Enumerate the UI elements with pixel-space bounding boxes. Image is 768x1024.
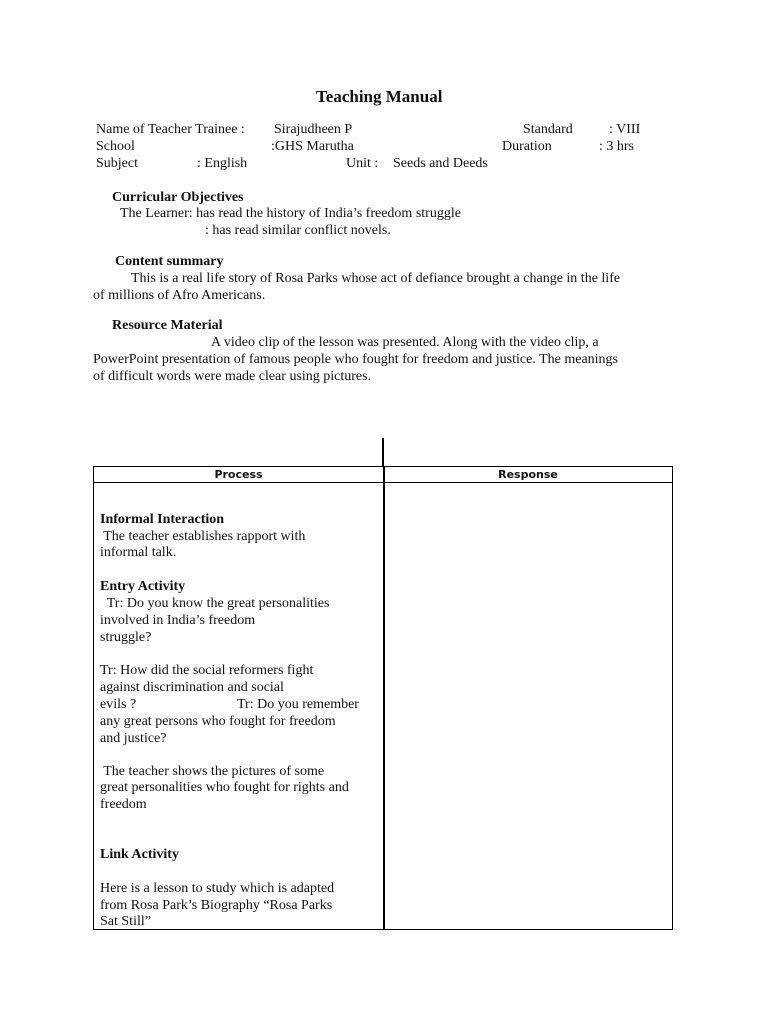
link-heading: Link Activity — [100, 847, 179, 862]
resource-text: of difficult words were made clear using pictures. — [93, 369, 372, 384]
school-label: School — [96, 139, 135, 154]
curricular-heading: Curricular Objectives — [112, 190, 244, 205]
process-text: Tr: Do you know the great personalities — [100, 596, 330, 611]
process-text: Tr: How did the social reformers fight — [100, 663, 314, 678]
curricular-line: : has read similar conflict novels. — [205, 223, 391, 238]
process-text: The teacher shows the pictures of some — [100, 764, 325, 779]
subject-label: Subject — [96, 156, 138, 171]
subject-value: : English — [197, 156, 248, 171]
column-header-process: Process — [214, 468, 263, 481]
process-text: against discrimination and social — [100, 680, 284, 695]
content-summary-text: of millions of Afro Americans. — [93, 288, 266, 303]
process-text: freedom — [100, 797, 147, 812]
unit-value: Seeds and Deeds — [393, 156, 488, 171]
entry-heading: Entry Activity — [100, 579, 186, 594]
resource-heading: Resource Material — [112, 318, 223, 333]
content-summary-heading: Content summary — [115, 254, 224, 269]
process-text: The teacher establishes rapport with — [100, 529, 306, 544]
curricular-line: The Learner: has read the history of India’s freedom struggle — [120, 206, 461, 221]
process-text: informal talk. — [100, 545, 177, 560]
process-text: Here is a lesson to study which is adapted — [100, 881, 335, 896]
page-title: Teaching Manual — [316, 87, 443, 106]
unit-label: Unit : — [346, 156, 379, 171]
process-text: struggle? — [100, 630, 152, 645]
trainee-value: Sirajudheen P — [274, 122, 353, 137]
process-text: Sat Still” — [100, 914, 151, 929]
informal-heading: Informal Interaction — [100, 512, 225, 527]
resource-text: PowerPoint presentation of famous people who fought for freedom and justice. The meanings — [93, 352, 619, 367]
process-text: Tr: Do you remember — [237, 697, 359, 712]
standard-value: : VIII — [609, 122, 641, 137]
process-text: and justice? — [100, 731, 167, 746]
column-header-response: Response — [498, 468, 558, 481]
process-text: involved in India’s freedom — [100, 613, 256, 628]
process-text: any great persons who fought for freedom — [100, 714, 336, 729]
duration-value: : 3 hrs — [599, 139, 634, 154]
content-summary-text: This is a real life story of Rosa Parks whose act of defiance brought a change in the life — [131, 271, 621, 286]
trainee-label: Name of Teacher Trainee : — [96, 122, 245, 137]
standard-label: Standard — [523, 122, 573, 137]
column-divider — [383, 467, 385, 929]
process-text: great personalities who fought for rights and — [100, 780, 349, 795]
duration-label: Duration — [502, 139, 552, 154]
divider-line — [382, 438, 384, 466]
process-text: evils ? — [100, 697, 137, 712]
resource-text: A video clip of the lesson was presented. Along with the video clip, a — [211, 335, 599, 350]
school-value: :GHS Marutha — [271, 139, 354, 154]
process-text: from Rosa Park’s Biography “Rosa Parks — [100, 898, 333, 913]
